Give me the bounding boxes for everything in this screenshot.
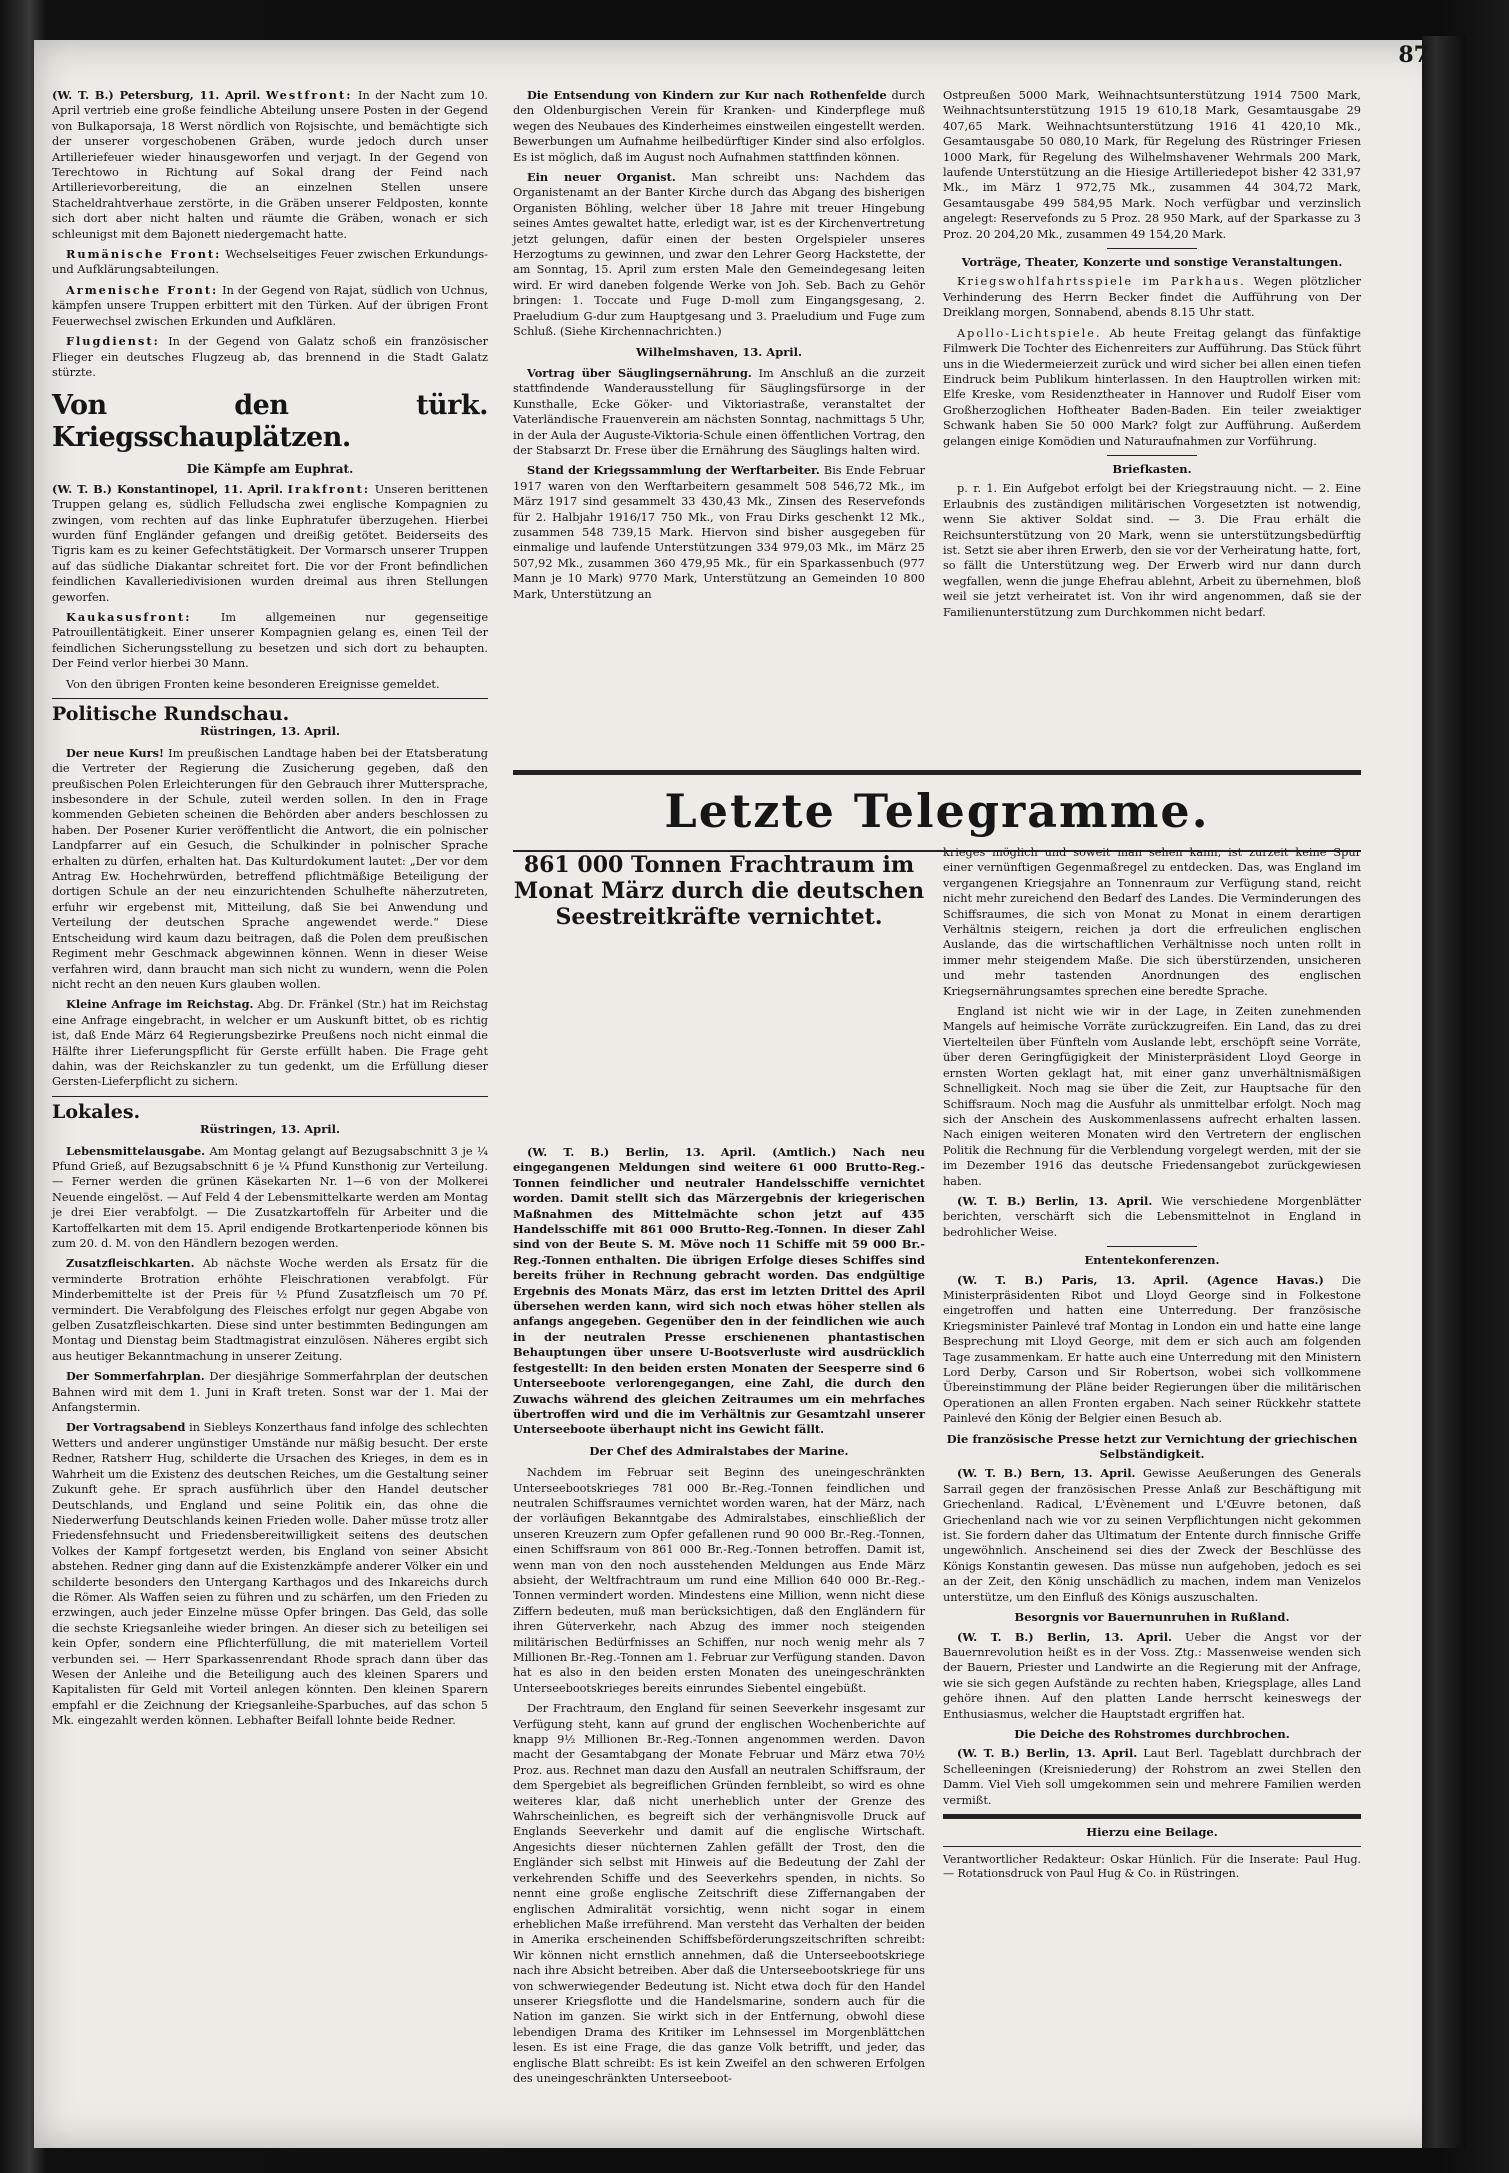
article-text: Laut Berl. Tageblatt durchbrach der Schelleeningen (Kreisniederung) der Rohstrom an zwei Stellen den Damm. Viel Vieh soll umgekommen sein und mehrere Familien werden vermißt. [943, 1747, 1361, 1807]
article-text: durch den Oldenburgischen Verein für Kranken- und Kinderpflege muß wegen des Neubaues des Kinderheimes einstweilen eingestellt werden. Bewerbungen um Aufnahme heilbedürftiger Kinder sind also erfolglos. Es ist möglich, daß im August noch Aufnahmen stattfinden können. [513, 89, 926, 164]
subheading-greek-press: Die französische Presse hetzt zur Vernichtung der griechischen Selbständigkeit. [946, 1431, 1358, 1462]
article-text: Im preußischen Landtage haben bei der Etatsberatung die Vertreter der Regierung die Zusicherung gegeben, daß den preußischen Polen Erleichterungen für den Gebrauch ihrer Muttersprache, insbesondere in der Schule, zuteil werden sollen. In den in Frage kommenden Gebieten scheinen die Behörden aber anders beschlossen zu haben. Der Posener Kurier veröffentlicht die Antwort, die ein polnischer Landpfarrer auf ein Gesuch, die Schulkinder in polnischer Sprache erhalten zu dürfen, erhalten hat. Das Kulturdokument lautet: „Der vor dem Antrag Ew. Hochehrwürden, betreffend pflichtmäßige Beteiligung der dortigen Schule an der neu einzurichtenden Schulhefte näherzutreten, erfuhr wir ergebenst mit, Mitteilung, daß Sie bei Anwendung und Verteilung der deutschen Sprache angewendet werde.“ Diese Entscheidung wird kaum dazu beitragen, daß die Polen dem preußischen Regiment mehr Geschmack abgewinnen können. Wenn in dieser Weise verfahren wird, dann braucht man sich nicht zu wundern, wenn die Polen nicht recht an den neuen Kurs glauben wollen. [52, 746, 488, 991]
headline-861000-tons: 861 000 Tonnen Frachtraum im Monat März durch die deutschen Seestreitkräfte vernichtet. [513, 852, 925, 930]
article-flugdienst [52, 334, 488, 380]
front-tag: Irakfront: [287, 481, 371, 496]
article-kriegssammlung [513, 463, 925, 602]
article-text: Im allgemeinen nur gegenseitige Patrouillentätigkeit. Einer unserer Kompagnien gelang es, einen Teil der feindlichen Sicherungsstellung zu besetzen und sich dort zu behaupten. Der Feind verlor hierbei 30 Mann. [52, 610, 488, 671]
article-russia [943, 1630, 1361, 1722]
subheading-russia: Besorgnis vor Bauernunruhen in Rußland. [1014, 1610, 1290, 1625]
section-politics-heading: Politische Rundschau. [52, 703, 290, 725]
article-text: Wie verschiedene Morgenblätter berichten, verschärft sich die Lebensmittelnot in England in bedrohlicher Weise. [943, 1194, 1361, 1239]
section-events-heading: Vorträge, Theater, Konzerte und sonstige Veranstaltungen. [961, 255, 1343, 270]
article-romanian-front [52, 247, 488, 278]
article-text: Die Ministerpräsidenten Ribot und Lloyd George sind in Folkestone eingetroffen und hatten eine Unterredung. Der französische Kriegsminister Painlevé traf Montag in London ein und hatte eine lange Besprechung mit Lloyd George, mit dem er sich auch am folgenden Tage zusammenkam. Er hatte auch eine Unterredung mit den Ministern Lord Derby, Carson und Sir Robertson, wobei sich vollkommene Übereinstimmung der Pläne beider Regierungen über die militärischen Operationen an allen Fronten ergaben. Nach seiner Rückkehr stattete Painlevé den König der Belgier einen Besuch ab. [943, 1273, 1361, 1426]
column-3-bottom [943, 845, 1361, 2165]
article-text: Wechselseitiges Feuer zwischen Erkundungs- und Aufklärungsabteilungen. [52, 248, 488, 277]
article-greek-press [943, 1466, 1361, 1605]
imprint-footer: Verantwortlicher Redakteur: Oskar Hünlich. Für die Inserate: Paul Hug. — Rotationsdruck von Paul Hug & Co. in Rüstringen. [943, 1853, 1361, 1881]
front-tag: Rumänische Front: [66, 247, 222, 262]
article-deiche [943, 1746, 1361, 1808]
dateline-lead: (W. T. B.) Bern, 13. April. [957, 1466, 1136, 1481]
article-text: Ab heute Freitag gelangt das fünfaktige Filmwerk Die Tochter des Eichenreiters zur Aufführung. Das Stück führt uns in die Wiedermeierzeit zurück und wird sicher bei allen einen tiefen Eindruck beim Publikum hinterlassen. In den Hauptrollen wirken mit: Elfe Kreske, vom Residenztheater in Hannover und Rudolf Eiser vom Großherzoglichen Hoftheater Baden-Baden. Ein teiler zweiaktiger Schwank haben Sie 50 000 Mark? folgt zur Aufführung. Außerdem gelangen einige Komödien und Naturaufnahmen zur Vorführung. [943, 326, 1361, 448]
divider [1107, 455, 1197, 456]
article-zusatzfleisch [52, 1256, 488, 1364]
article-text: Wegen plötzlicher Verhinderung des Herrn Becker findet die Aufführung von Der Dreiklang morgen, Sonnabend, abends 8.15 Uhr statt. [943, 275, 1361, 320]
article-sommerfahrplan [52, 1369, 488, 1415]
section-briefkasten-heading: Briefkasten. [1112, 461, 1192, 476]
article-parkhaus [943, 274, 1361, 320]
dateline-lead: (W. T. B.) Berlin, 13. April. [957, 1193, 1153, 1208]
dateline-lead: (W. T. B.) Konstantinopel, 11. April. [52, 481, 283, 496]
subheadline-euphrat: Die Kämpfe am Euphrat. [186, 462, 354, 477]
article-armenian-front [52, 283, 488, 329]
article-entente [943, 1273, 1361, 1427]
article-kleine-anfrage [52, 997, 488, 1089]
article-westfront [52, 88, 488, 242]
article-lead: Der Sommerfahrplan. [66, 1369, 205, 1384]
article-text: Gewisse Aeußerungen des Generals Sarrail gegen der französischen Presse Anlaß zur Beschäftigung mit Griechenland. Radical, L'Évènement und L'Œuvre betonen, daß Griechenland nach wie vor zu seinen Verpflichtungen nicht gekommen ist. Sie fordern daher das Ultimatum der Entente durch finnische Griffe ungewöhnlich. Anscheinend sei dies der Zweck der Beschlüsse des Königs Konstantin gewesen. Das müsse nun aufgehoben, jedoch es sei an der Zeit, den König unschädlich zu machen, indem man Venizelos unterstütze, um den Einfluß des Königs auszuschalten. [943, 1467, 1361, 1604]
column-2-bottom [513, 1145, 925, 2085]
article-text: Am Montag gelangt auf Bezugsabschnitt 3 je ¼ Pfund Grieß, auf Bezugsabschnitt 6 je ¼ Pfund Kunsthonig zur Verteilung. — Ferner werden die grünen Käsekarten Nr. 1—6 von der Molkerei Neuende eingelöst. — Auf Feld 4 der Lebensmittelkarte werden am Montag je drei Eier verabfolgt. — Die Zusatzkartoffeln für Arbeiter und die Kartoffelkarten mit dem 15. April endigende Brotkartenperiode können bis zum 20. d. M. von den Händlern bezogen werden. [52, 1144, 488, 1250]
article-text: Bis Ende Februar 1917 waren von den Werftarbeitern gesammelt 508 546,72 Mk., im März 1917 sind gesammelt 33 430,43 Mk., Zinsen des Reservefonds für 2. Halbjahr 1916/17 750 Mk., von Frau Dirks geschenkt 12 Mk., zusammen 548 739,15 Mark. Hiervon sind bisher ausgegeben für einmalige und laufende Unterstützungen 334 979,03 Mk., im März 25 507,92 Mk., zusammen 360 479,95 Mk., für ein Sparkassenbuch (977 Mann je 10 Mark) 9770 Mark, Unterstützung an Gemeinden 10 800 Mark, Unterstützung an [513, 464, 925, 601]
article-irakfront [52, 482, 488, 605]
dateline-lead: (W. T. B.) Paris, 13. April. (Agence Havas.) [957, 1272, 1324, 1287]
article-text: Im Anschluß an die zurzeit stattfindende Wanderausstellung für Säuglingsfürsorge in der Kunsthalle, Ecke Göker- und Viktoriastraße, veranstaltet der Vaterländische Frauenverein am nächsten Sonntag, nachmittags 5 Uhr, in der Aula der Auguste-Viktoria-Schule einen öffentlichen Vortrag, den der Stabsarzt Dr. Frese über die Ernährung des Säuglings halten wird. [513, 366, 925, 457]
dateline-lead: (W. T. B.) Berlin, 13. April. (Amtlich.) [527, 1145, 837, 1159]
banner-last-telegrams: Letzte Telegramme. [664, 784, 1210, 838]
article-organist [513, 170, 925, 339]
page-number: 87 [1398, 42, 1429, 68]
article-text: Der diesjährige Sommerfahrplan der deutschen Bahnen wird mit dem 1. Juni in Kraft treten. Sonst war der 1. Mai der Anfangstermin. [52, 1370, 489, 1415]
subheading-entente: Ententekonferenzen. [1084, 1253, 1220, 1268]
divider [52, 1096, 488, 1097]
article-text: Nach neu eingegangenen Meldungen sind weitere 61 000 Brutto-Reg.-Tonnen feindlicher und neutraler Handelsschiffe vernichtet worden. Damit stellt sich das Märzergebnis der kriegerischen Maßnahmen des Mittelmächte schon jetzt auf 435 Handelsschiffe mit 861 000 Brutto-Reg.-Tonnen. In dieser Zahl sind von der Beute S. M. Möve noch 11 Schiffe mit 59 000 Br.-Reg.-Tonnen enthalten. Die übrigen Erfolge dieses Schiffes sind bereits früher in Rechnung gebracht worden. Das endgültige Ergebnis des Monats März, das erst im letzten Drittel des April übersehen werden kann, wird sich noch etwas höher stellen als anfangs angegeben. Gegenüber den in der feindlichen wie auch in der neutralen Presse erschienenen phantastischen Behauptungen über unsere U-Bootsverluste wird ausdrücklich festgestellt: In den beiden ersten Monaten der Seesperre sind 6 Unterseeboote verlorengegangen, eine Zahl, die durch den Zuwachs während des gleichen Zeitraumes um ein mehrfaches übertroffen wird und die im Verhältnis zur Gesamtzahl unserer Unterseeboote überhaupt nicht ins Gewicht fällt. [513, 1145, 925, 1437]
article-lead: Kleine Anfrage im Reichstag. [66, 997, 254, 1012]
article-text: In der Gegend von Galatz schoß ein französischer Flieger ein deutsches Flugzeug ab, das brennend in die Stadt Galatz stürzte. [52, 335, 489, 379]
article-lead: Die Entsendung von Kindern zur Kur nach Rothenfelde [527, 88, 887, 102]
article-lead: Lebensmittelausgabe. [66, 1143, 206, 1158]
column-1 [52, 88, 488, 2113]
article-saeuglingsernaehrung [513, 366, 925, 458]
article-kaukasusfront [52, 610, 488, 672]
article-lebensmittelnot [943, 1194, 1361, 1240]
article-text: In der Gegend von Rajat, südlich von Uchnus, kämpfen unsere Truppen erbittert mit den Türken. Auf der übrigen Front Feuerwechsel zwischen Erkunden und Aufklären. [52, 283, 488, 328]
front-tag: Kaukasusfront: [66, 609, 192, 624]
divider [1107, 1246, 1197, 1247]
dateline-lead: (W. T. B.) Petersburg, 11. April. [52, 88, 261, 102]
front-tag: Westfront: [265, 88, 353, 102]
dateline-lead: (W. T. B.) Berlin, 13. April. [957, 1629, 1172, 1644]
beilage-note: Hierzu eine Beilage. [1086, 1824, 1218, 1839]
article-lead: Zusatzfleischkarten. [66, 1256, 195, 1271]
article-text: in Siebleys Konzerthaus fand infolge des schlechten Wetters und anderer ungünstiger Umstände nur mäßig besucht. Der erste Redner, Ratsherr Hug, schilderte die Ursachen des Krieges, in dem es in Wahrheit um die Existenz des deutschen Reiches, um die Gestaltung seiner Zukunft gehe. Er sprach ausführlich über den Handel deutscher Deutschlands, und England und seine Politik ein, das ohne die Niederwerfung Deutschlands keinen Frieden wolle. Daher müsse trotz aller Friedensfehnsucht und Friedensbereitwilligkeit seitens des deutschen Volkes der Kampf fortgesetzt werden, bis England von seiner Absicht abstehen. Redner ging dann auf die Existenzkämpfe anderer Völker ein und schilderte besonders den Untergang Karthagos und des Inkareichs durch die Römer. Als Waffen seien zu führen und zu schärfen, um den Frieden zu erzwingen, auch jeder Einzelne müsse Opfer bringen. Das Geld, das solle die sechste Kriegsanleihe wieder bringen. An dieser sich zu beteiligen sei kein Opfer, sondern eine Pflichterfüllung, die mit materiellem Vorteil verbunden sei. — Herr Sparkassenrendant Rhode sprach dann über das Wesen der Anleihe und die Beteiligung auch des kleinen Sparers und Kapitalisten für Geld mit Vorteil anlegen könnten. Den kleinen Sparern empfahl er die Zeichnung der Kriegsanleihe-Sparbuches, auf das schon 5 Mk. eingezahlt werden können. Lebhafter Beifall lohnte beide Redner. [52, 1421, 488, 1728]
article-lead: Vortrag über Säuglingsernährung. [527, 365, 752, 380]
article-england: England ist nicht wie wir in der Lage, in Zeiten zunehmenden Mangels auf heimische Vorräte zurückzugreifen. Ein Land, das zu drei Viertelteilen über Fünfteln vom Auslande lebt, erschöpft seine Vorräte, über deren Geringfügigkeit der Ministerpräsident Lloyd George in ernsten Worten geklagt hat, mit einer ganz unverhältnismäßigen Schnelligkeit. Noch mag sie über die Zeit, zur Hauptsache für den Schiffsraum. Noch mag die Ausfuhr als unmittelbar erfolgt. Noch mag sich der Anschein des Auskommenlassens aufrecht erhalten lassen. Nach einigen weiteren Monaten wird den Vertretern der englischen Politik die Rechnung für die Verblendung vorgelegt werden, mit der sie im Dezember 1916 das deutsche Friedensangebot zurückgewiesen haben. [943, 1005, 1361, 1188]
article-text: In der Nacht zum 10. April vertrieb eine große feindliche Abteilung unsere Posten in der Gegend von Bulkaporsaja, 18 Werst nördlich von Rojsischte, und bemächtigte sich der unserer vorgeschobenen Gräben, wurde jedoch durch unser Artilleriefeuer wieder hinausgeworfen und verjagt. In der Gegend von Terechtowo in Richtung auf Sokal drang der Feind nach Artillerievorbereitung, die an einzelnen Stellen unsere Stacheldrahtverhaue zerstörte, in die Gräben unserer Feldposten, konnte sich dort aber nicht halten und räumte die Gräben, wonach er sich schleunigst mit dem Bajonett niedergemacht hatte. [52, 89, 489, 241]
article-lead: Ein neuer Organist. [527, 170, 676, 185]
section-dateline: Wilhelmshaven, 13. April. [635, 344, 803, 359]
section-dateline: Rüstringen, 13. April. [200, 724, 340, 739]
article-lead: Kriegswohlfahrtsspiele im Parkhaus. [957, 275, 1246, 289]
divider [943, 1846, 1361, 1847]
article-text: Man schreibt uns: Nachdem das Organistenamt an der Banter Kirche durch das Abgang des bisherigen Organisten Böhling, welcher über 18 Jahre mit treuer Hingebung seines Amtes gewaltet hatte, erledigt war, ist es der Kirchenvertretung jetzt gelungen, dafür einen der besten Orgelspieler unseres Herzogtums zu gewinnen, und zwar den Lehrer Georg Hackstette, der am Sonntag, 15. April zum ersten Male den Gemeindegesang leiten wird. Er wird daneben folgende Werke von Joh. Seb. Bach zu Gehör bringen: 1. Toccate und Fuge D-moll zum Eingangsgesang, 2. Praeludium G-dur zum Hauptgesang und 3. Praeludium und Fuge zum Schluß. (Siehe Kirchennachrichten.) [513, 171, 925, 339]
article-frachtraum-1: Nachdem im Februar seit Beginn des uneingeschränkten Unterseebootskrieges 781 000 Br.-Reg.-Tonnen feindlichen und neutralen Schiffsraumes vernichtet worden waren, hat der März, nach der vorläufigen Bekanntgabe des Admiralstabes, einschließlich der unseren Kreuzern zum Opfer gefallenen rund 90 000 Br.-Reg.-Tonnen, einen Schiffsraum von 861 000 Br.-Reg.-Tonnen betroffen. Damit ist, wenn man von den noch ausstehenden Meldungen aus Ende März absieht, der Weltfrachtraum um rund eine Million 640 000 Br.-Reg.-Tonnen vermindert worden. Mindestens eine Million, wenn nicht diese Ziffern bedeuten, muß man berücksichtigen, daß den Engländern für ihren Güterverkehr, nach Abzug des immer noch steigenden militärischen Bedürfnisses an Schiffen, nur noch wenig mehr als 7 Millionen Br.-Reg.-Tonnen am 1. Februar zur Verfügung standen. Davon hat es also in den beiden ersten Monaten des uneingeschränkten Unterseebootskrieges bereits einrundes Siebentel eingebüßt. [513, 1466, 925, 1695]
divider [52, 698, 488, 699]
article-vortragsabend [52, 1420, 488, 1728]
article-lebensmittel [52, 1144, 488, 1252]
headline-turkish-fronts: Von den türk. Kriegsschauplätzen. [52, 390, 488, 454]
column-2-top [513, 88, 925, 768]
article-text: Ueber die Angst vor der Bauernrevolution heißt es in der Voss. Ztg.: Massenweise wenden sich der Bauern, Priester und Landwirte an die Regierung mit der Anfrage, wie sie sich gegen Aufstände zu rechten haben, Kriegsplage, alles Land gehöre ihnen. Auf den platten Lande herrscht keineswegs der Enthusiasmus, welcher die Hauptstadt ergriffen hat. [943, 1630, 1362, 1721]
article-lead: Der Vortragsabend [66, 1420, 186, 1435]
divider [1107, 248, 1197, 249]
article-rothenfelde [513, 88, 925, 165]
dateline-lead: (W. T. B.) Berlin, 13. April. [957, 1746, 1138, 1761]
section-local-heading: Lokales. [52, 1100, 141, 1123]
divider-thick [943, 1814, 1361, 1819]
front-tag: Armenische Front: [66, 282, 219, 297]
section-dateline: Rüstringen, 13. April. [200, 1122, 340, 1137]
page-binding [1422, 36, 1466, 2148]
article-lead: Der neue Kurs! [66, 745, 164, 760]
article-text: Ab nächste Woche werden als Ersatz für die verminderte Brotration erhöhte Fleischrationen verabfolgt. Für Minderbemittelte ist der Preis für ½ Pfund Zusatzfleisch um 70 Pf. vermindert. Die Verabfolgung des Fleisches erfolgt nur gegen Abgabe von gelben Zusatzfleischkarten. Diese sind unter bestimmten Bedingungen am Montag und Dienstag beim Stadtmagistrat einzulösen. Näheres ergibt sich aus heutiger Bekanntmachung in unserer Zeitung. [52, 1257, 489, 1363]
article-text: Unseren berittenen Truppen gelang es, südlich Felludscha zwei englische Kompagnien zu zwingen, vom rechten auf das linke Euphratufer überzugehen. Hierbei wurden fünf Engländer gefangen und dreißig getötet. Beiderseits des Tigris kam es zu keiner Gefechtstätigkeit. Der Vormarsch unserer Truppen auf das südliche Diakantar schreitet fort. Die vor der Front befindlichen feindlichen Kavalleriedivisionen wurden dreimal aus ihren Stellungen geworfen. [52, 482, 489, 604]
article-lead: Apollo-Lichtspiele. [957, 326, 1102, 340]
article-frachtraum-cont: krieges möglich und soweit man sehen kann, ist zurzeit keine Spur einer vernünftigen Gegenmaßregel zu entdecken. Das, was England im vergangenen Kriegsjahre an Tonnenraum zur Verfügung stand, reicht nicht mehr zureichend den Bedarf des Landes. Die Verminderungen des Schiffsraumes, die sich von Monat zu Monat in einem derartigen Verhältnis steigern, reichen ja dort die erfreulichen englischen Auslande, das die wirtschaftlichen Verhältnisse noch unten rollt in immer mehr steigendem Maße. Die sich überstürzenden, unsicheren und mehr tastenden Anordnungen des englischen Kriegsernährungsamtes sprechen eine beredte Sprache. [943, 846, 1361, 998]
subheading-deiche: Die Deiche des Rohstromes durchbrochen. [1014, 1726, 1290, 1741]
article-briefkasten: p. r. 1. Ein Aufgebot erfolgt bei der Kriegstrauung nicht. — 2. Eine Erlaubnis des zuständigen militärischen Vorgesetzten ist notwendig, wenn Sie aktiver Soldat sind. — 3. Die Frau erhält die Reichsunterstützung von 20 Mark, wenn sie unterstützungsbedürftig ist. Setzt sie aber ihren Erwerb, den sie vor der Verheiratung hatte, fort, so fällt die Unterstützung weg. Der Erwerb wird nur dann durch wegfallen, wenn die junge Ehefrau ablehnt, Arbeit zu übernehmen, bloß weil sie jetzt verheiratet ist. Von ihr wird angenommen, daß sie der Familienunterstützung zum Durchkommen nicht bedarf. [943, 482, 1361, 619]
front-tag: Flugdienst: [66, 334, 160, 349]
article-frachtraum-2: Der Frachtraum, den England für seinen Seeverkehr insgesamt zur Verfügung steht, kann auf grund der englischen Wochenberichte auf knapp 9½ Millionen Br.-Reg.-Tonnen angenommen werden. Davon macht der Gesamtabgang der Monate Februar und März etwa 70½ Proz. aus. Rechnet man dazu den Ausfall an neutralen Schiffsraum, der dem Spergebiet als begreiflichen Gründen fernbleibt, so wird es ohne weiteres klar, daß nicht unerheblich unter der Grenze des Wahrscheinlichen, es begreift sich der verhängnisvolle Druck auf Englands Seeverkehr und damit auf die englische Wirtschaft. Angesichts dieser nüchternen Zahlen gefällt der Trost, den die Engländer sich selbst mit Hinweis auf die Bedeutung der Zahl der verkehrenden Schiffe und des Seeverkehrs spenden, in nichts. So nennt eine große englische Zeitschrift diese Ziffernangaben der englischen Admiralität vorsichtig, wenn nicht sogar in einem erheblichen Maße irreführend. Man versteht das Verhalten der beiden in Amerika erscheinenden Schiffsbeförderungszeitschriften schreibt: Wir können nicht ernstlich annehmen, daß die Unterseebootskriege nach ihre Absicht betreiben. Aber daß die Unterseebootskriege für uns von schwerwiegender Bedeutung ist. Nicht etwa doch für den Handel unserer Kriegsflotte und die Handelsmarine, sondern auch für die Nation im ganzen. Sie wirkt sich in der Entfernung, obwohl diese lebendigen Drama des Kritiker im Lehnsessel im Morgenblättchen lesen. Es ist eine Frage, die das ganze Volk betrifft, und jeder, das englische Blatt schreibt: Es ist kein Zweifel an den schweren Erfolgen des uneingeschränkten Unterseeboot- [513, 1702, 925, 2085]
signoff-admiralstab: Der Chef des Admiralstabes der Marine. [589, 1443, 849, 1458]
column-3-top [943, 88, 1361, 768]
article-kriegssammlung-cont: Ostpreußen 5000 Mark, Weihnachtsunterstützung 1914 7500 Mark, Weihnachtsunterstützung 1915 19 610,18 Mark, Gesamtausgabe 29 407,65 Mark. Weihnachtsunterstützung 1916 41 420,10 Mk., Gesamtausgabe 50 080,10 Mark, für Regelung des Rüstringer Friesen 1000 Mark, für Regelung des Wilhelmshavener Wehrmals 200 Mark, laufende Unterstützung an die Hiesige Artilleriedepot bisher 42 331,97 Mk., im März 1 972,75 Mk., zusammen 44 304,72 Mark, Gesamtausgabe 499 584,95 Mark. Noch verfügbar und verzinslich angelegt: Reservefonds zu 5 Proz. 28 950 Mark, auf der Sparkasse zu 3 Proz. 20 204,20 Mk., zusammen 49 154,20 Mark. [943, 89, 1361, 241]
article-text: Abg. Dr. Fränkel (Str.) hat im Reichstag eine Anfrage eingebracht, in welcher er um Auskunft bittet, ob es richtig ist, daß Ende März 64 Regierungsbezirke Preußens noch nicht einmal die Hälfte ihrer Lieferungspflicht für Gerste erfüllt haben. Die Frage geht dahin, was der Reichskanzler zu tun gedenkt, um die Erfüllung dieser Gersten-Lieferpflicht zu sichern. [52, 998, 489, 1089]
article-neuer-kurs [52, 746, 488, 993]
article-other-fronts: Von den übrigen Fronten keine besonderen Ereignisse gemeldet. [66, 677, 440, 691]
article-telegram-main [513, 1145, 925, 1438]
article-lead: Stand der Kriegssammlung der Werftarbeiter. [527, 463, 820, 478]
article-apollo [943, 326, 1361, 449]
